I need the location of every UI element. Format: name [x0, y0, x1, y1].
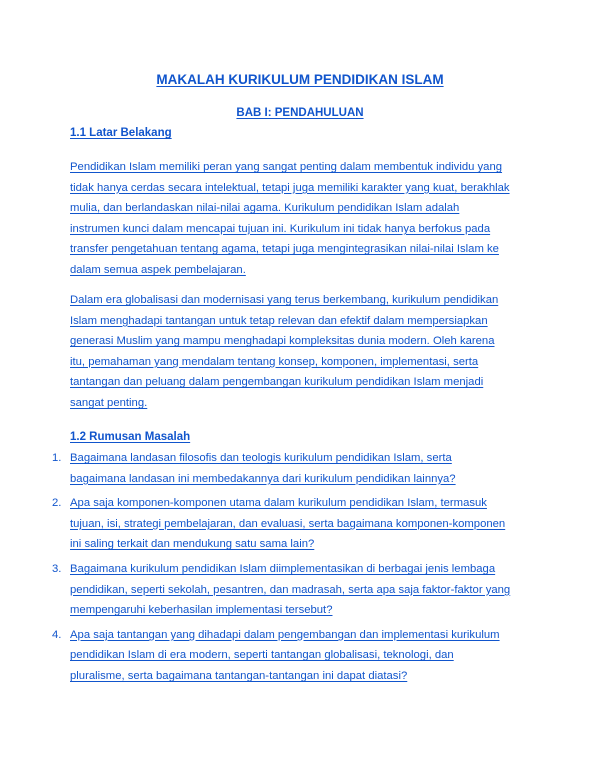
chapter-heading[interactable]: BAB I: PENDAHULUAN: [236, 107, 364, 119]
paragraph-line[interactable]: dalam semua aspek pembelajaran.: [70, 263, 246, 276]
list-item-line[interactable]: Bagaimana kurikulum pendidikan Islam diimplementasikan di berbagai jenis lembaga: [70, 562, 496, 575]
paragraph-line[interactable]: itu, pemahaman yang mendalam tentang konsep, komponen, implementasi, serta: [70, 355, 479, 368]
list-item: [0, 448, 600, 489]
list-item-number: 4.: [52, 628, 62, 641]
section-heading-latar-belakang[interactable]: 1.1 Latar Belakang: [70, 127, 172, 139]
paragraph-line[interactable]: transfer pengetahuan tentang agama, tetapi juga mengintegrasikan nilai-nilai Islam ke: [70, 243, 499, 256]
list-item-line[interactable]: pendidikan, seperti sekolah, pesantren, dan madrasah, serta apa saja faktor-faktor yang: [70, 583, 511, 596]
paragraph-latar-belakang-2: [70, 290, 540, 414]
paragraph-line[interactable]: tidak hanya cerdas secara intelektual, tetapi juga memiliki karakter yang kuat, berakhlak: [70, 181, 510, 194]
list-item: [0, 625, 600, 687]
list-item-number: 3.: [52, 562, 62, 575]
list-item-number: 1.: [52, 452, 62, 464]
paragraph-line[interactable]: tantangan dan peluang dalam pengembangan kurikulum pendidikan Islam menjadi: [70, 376, 484, 389]
list-item: [0, 559, 600, 621]
paragraph-line[interactable]: mulia, dan berlandaskan nilai-nilai agama. Kurikulum pendidikan Islam adalah: [70, 202, 460, 215]
list-item-text: [70, 559, 600, 621]
paragraph-line[interactable]: sangat penting.: [70, 396, 148, 409]
list-item-line[interactable]: Apa saja tantangan yang dihadapi dalam pengembangan dan implementasi kurikulum: [70, 628, 500, 641]
section-heading-rumusan-masalah[interactable]: 1.2 Rumusan Masalah: [70, 431, 191, 443]
list-item: [0, 493, 600, 555]
paragraph-latar-belakang-1: [70, 157, 540, 281]
list-item-line[interactable]: ini saling terkait dan mendukung satu sama lain?: [70, 538, 315, 551]
paragraph-line[interactable]: generasi Muslim yang mampu menghadapi kompleksitas dunia modern. Oleh karena: [70, 335, 495, 348]
list-item-number: 2.: [52, 497, 62, 510]
list-item-line[interactable]: Apa saja komponen-komponen utama dalam kurikulum pendidikan Islam, termasuk: [70, 497, 487, 510]
rumusan-masalah-list: [0, 448, 600, 691]
paragraph-line[interactable]: Dalam era globalisasi dan modernisasi yang terus berkembang, kurikulum pendidikan: [70, 294, 499, 306]
list-item-text: [70, 493, 600, 555]
document-title[interactable]: MAKALAH KURIKULUM PENDIDIKAN ISLAM: [156, 72, 444, 87]
list-item-text: [70, 625, 600, 687]
list-item-line[interactable]: bagaimana landasan ini membedakannya dari kurikulum pendidikan lainnya?: [70, 472, 456, 485]
paragraph-line[interactable]: instrumen kunci dalam mencapai tujuan ini. Kurikulum ini tidak hanya berfokus pada: [70, 222, 491, 235]
list-item-line[interactable]: tujuan, isi, strategi pembelajaran, dan evaluasi, serta bagaimana komponen-komponen: [70, 517, 506, 530]
list-item-line[interactable]: mempengaruhi keberhasilan implementasi tersebut?: [70, 604, 333, 617]
list-item-text: [70, 448, 600, 489]
list-item-line[interactable]: Bagaimana landasan filosofis dan teologis kurikulum pendidikan Islam, serta: [70, 452, 452, 464]
list-item-line[interactable]: pendidikan Islam di era modern, seperti tantangan globalisasi, teknologi, dan: [70, 649, 454, 662]
list-item-line[interactable]: pluralisme, serta bagaimana tantangan-tantangan ini dapat diatasi?: [70, 669, 408, 682]
paragraph-line[interactable]: Islam menghadapi tantangan untuk tetap relevan dan efektif dalam mempersiapkan: [70, 314, 488, 327]
paragraph-line[interactable]: Pendidikan Islam memiliki peran yang sangat penting dalam membentuk individu yang: [70, 161, 503, 173]
